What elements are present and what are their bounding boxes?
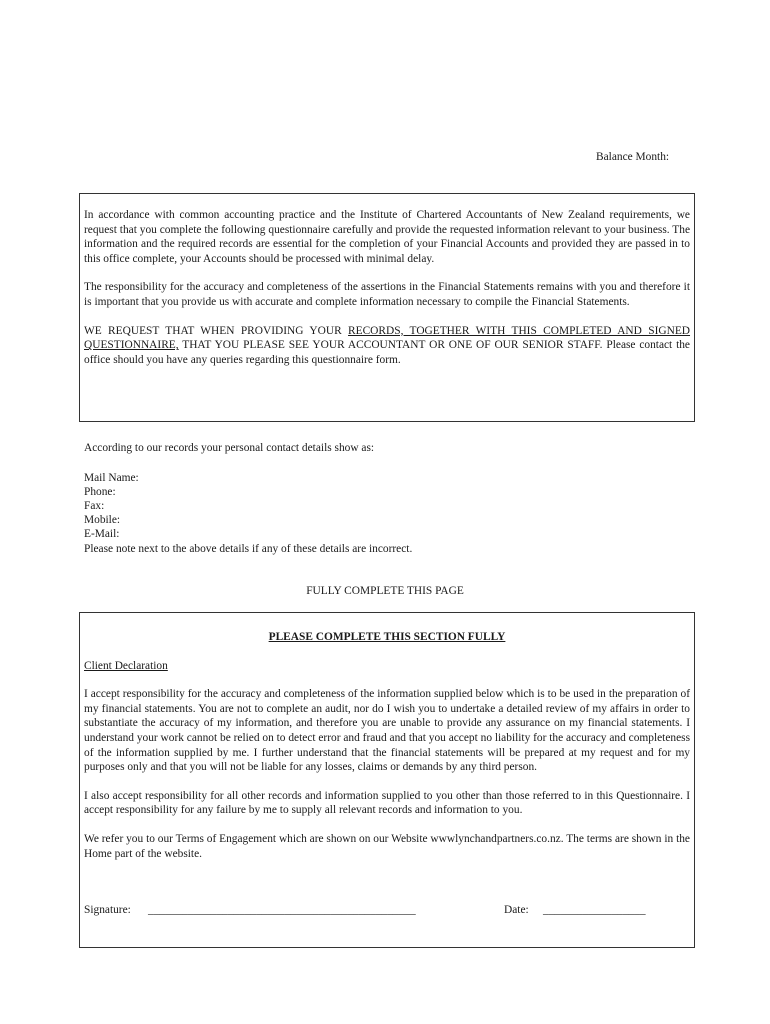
declaration-subheading: Client Declaration (84, 659, 168, 672)
declaration-paragraph-1: I accept responsibility for the accuracy and completeness of the information supplied below which is to be used in the preparation of my financial statements. You are not to complete an audit, nor do I wish you to undertake a detailed review of my affairs in order to substantiate the accuracy of my information, and therefore you are unable to provide any assurance on my financial statements. I understand your work cannot be relied on to detect error and fraud and that you accept no liability for the accuracy and completeness of the information supplied by me. I further understand that the financial statements will be prepared at my request and for my purposes only and that you will not be liable for any losses, claims or demands by any third person. (84, 688, 691, 774)
balance-month-label: Balance Month: (596, 151, 670, 163)
notice-box (79, 193, 695, 422)
signature-label: Signature: (84, 904, 131, 916)
contact-details-section (84, 441, 684, 556)
contact-note: Please note next to the above details if any of these details are incorrect. (84, 542, 413, 555)
declaration-paragraph-2: I also accept responsibility for all other records and information supplied to you other than those referred to in this Questionnaire. I accept responsibility for any failure by me to supply all relevant records and information to you. (84, 789, 690, 817)
contact-intro: According to our records your personal contact details show as: (84, 442, 375, 454)
declaration-box (79, 612, 695, 948)
date-line[interactable]: __________________ (543, 904, 646, 916)
notice-paragraph-2: The responsibility for the accuracy and completeness of the assertions in the Financial Statements remains with you and therefore it is important that you provide us with accurate and complete information necessary to compile the Financial Statements. (84, 281, 690, 308)
notice-paragraph-3 (84, 324, 690, 368)
email-field: E-Mail: (84, 528, 120, 541)
mail-name-field: Mail Name: (84, 471, 139, 484)
notice-paragraph-3-end: THAT YOU PLEASE SEE YOUR ACCOUNTANT OR ONE OF OUR SENIOR STAFF. Please contact the office should you have any queries regarding this questionnaire form. (84, 339, 690, 366)
mobile-field: Mobile: (84, 514, 121, 527)
date-label: Date: (504, 904, 529, 916)
signature-line[interactable]: _______________________________________________ (148, 904, 416, 916)
notice-paragraph-3-underlined: RECORDS, TOGETHER WITH THIS COMPLETED AND SIGNED QUESTIONNAIRE, (84, 324, 691, 352)
declaration-paragraph-3: We refer you to our Terms of Engagement which are shown on our Website wwwlynchandpartners.co.nz. The terms are shown in the Home part of the website. (84, 832, 690, 860)
contact-fields (84, 471, 684, 542)
phone-field: Phone: (84, 485, 116, 498)
declaration-heading: PLEASE COMPLETE THIS SECTION FULLY (268, 631, 506, 643)
notice-paragraph-3-start: WE REQUEST THAT WHEN PROVIDING YOUR (84, 324, 349, 337)
fax-field: Fax: (84, 499, 105, 512)
fully-complete-heading: FULLY COMPLETE THIS PAGE (306, 585, 464, 597)
notice-paragraph-1: In accordance with common accounting practice and the Institute of Chartered Accountants of New Zealand requirements, we request that you complete the following questionnaire carefully and provide the requested information relevant to your business. The information and the required records are essential for the completion of your Financial Accounts and provided they are passed in to this office complete, your Accounts should be processed with minimal delay. (84, 209, 690, 265)
